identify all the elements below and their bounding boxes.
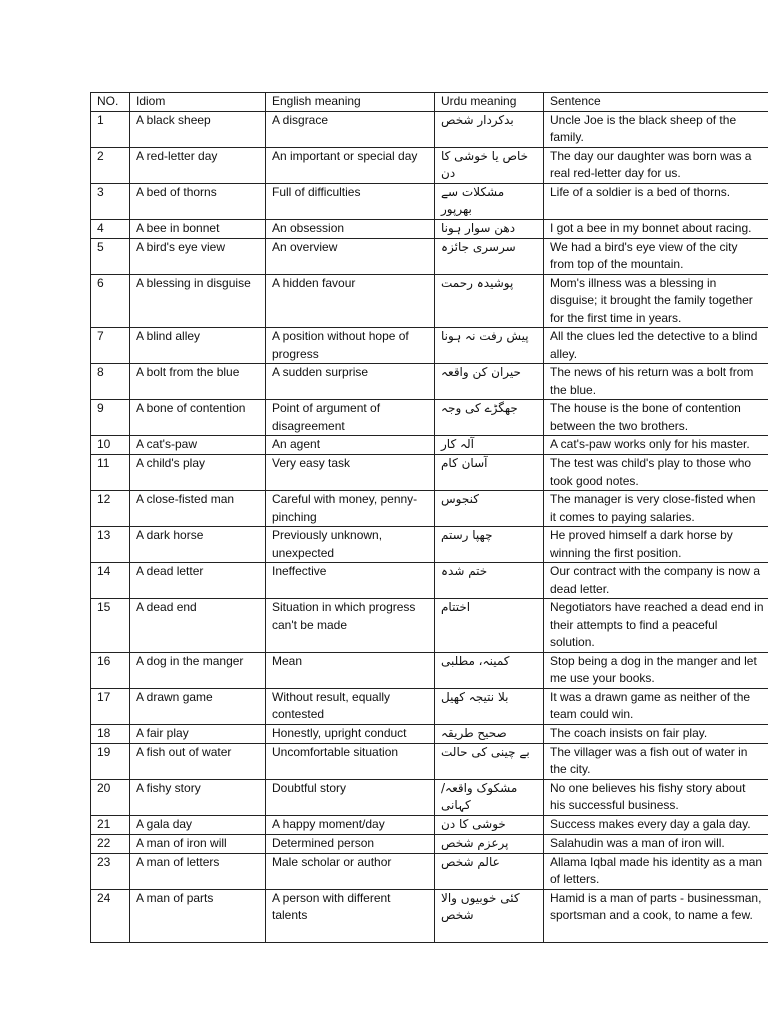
cell-urdu-meaning: دھن سوار ہونا [435,219,544,238]
cell-no: 19 [91,743,130,779]
cell-no: 20 [91,779,130,815]
cell-urdu-meaning: بدکردار شخص [435,111,544,147]
cell-sentence: The coach insists on fair play. [544,724,768,743]
cell-no: 22 [91,834,130,853]
cell-sentence: The test was child's play to those who took good notes. [544,455,768,491]
cell-idiom: A child's play [130,455,266,491]
cell-sentence: Allama Iqbal made his identity as a man of letters. [544,853,768,889]
table-row [91,853,768,889]
cell-no: 2 [91,147,130,183]
cell-english-meaning: Careful with money, penny-pinching [266,491,435,527]
cell-no: 12 [91,491,130,527]
cell-sentence: A cat's-paw works only for his master. [544,436,768,455]
cell-english-meaning: Previously unknown, unexpected [266,527,435,563]
cell-sentence: The news of his return was a bolt from the blue. [544,364,768,400]
header-no: NO. [91,93,130,112]
cell-english-meaning: Mean [266,652,435,688]
cell-no: 24 [91,889,130,942]
table-row [91,834,768,853]
cell-idiom: A dead end [130,599,266,653]
cell-english-meaning: An important or special day [266,147,435,183]
cell-sentence: Life of a soldier is a bed of thorns. [544,183,768,219]
table-row [91,815,768,834]
cell-english-meaning: A sudden surprise [266,364,435,400]
cell-idiom: A black sheep [130,111,266,147]
cell-urdu-meaning: چھپا رستم [435,527,544,563]
cell-idiom: A cat's-paw [130,436,266,455]
table-row [91,652,768,688]
cell-idiom: A fishy story [130,779,266,815]
header-urdu-meaning: Urdu meaning [435,93,544,112]
cell-urdu-meaning: پوشیدہ رحمت [435,274,544,328]
cell-no: 1 [91,111,130,147]
cell-english-meaning: A hidden favour [266,274,435,328]
cell-urdu-meaning: مشکوک واقعہ/کہانی [435,779,544,815]
table-row [91,436,768,455]
cell-urdu-meaning: ختم شدہ [435,563,544,599]
cell-no: 10 [91,436,130,455]
cell-english-meaning: A disgrace [266,111,435,147]
cell-english-meaning: Very easy task [266,455,435,491]
cell-urdu-meaning: پرعزم شخص [435,834,544,853]
cell-english-meaning: An overview [266,238,435,274]
cell-sentence: Hamid is a man of parts - businessman, sportsman and a cook, to name a few. [544,889,768,942]
table-row [91,364,768,400]
cell-urdu-meaning: حیران کن واقعہ [435,364,544,400]
cell-english-meaning: Doubtful story [266,779,435,815]
cell-no: 13 [91,527,130,563]
idioms-table [90,92,768,943]
cell-idiom: A dark horse [130,527,266,563]
cell-english-meaning: Full of difficulties [266,183,435,219]
cell-sentence: Our contract with the company is now a dead letter. [544,563,768,599]
cell-sentence: Success makes every day a gala day. [544,815,768,834]
cell-english-meaning: Situation in which progress can't be made [266,599,435,653]
table-row [91,889,768,942]
table-row [91,219,768,238]
cell-idiom: A fair play [130,724,266,743]
cell-urdu-meaning: سرسری جائزہ [435,238,544,274]
cell-no: 15 [91,599,130,653]
table-row [91,455,768,491]
cell-sentence: Uncle Joe is the black sheep of the family. [544,111,768,147]
cell-urdu-meaning: بے چینی کی حالت [435,743,544,779]
cell-sentence: All the clues led the detective to a blind alley. [544,328,768,364]
cell-sentence: Stop being a dog in the manger and let me use your books. [544,652,768,688]
table-row [91,491,768,527]
table-row [91,743,768,779]
cell-idiom: A bolt from the blue [130,364,266,400]
cell-sentence: We had a bird's eye view of the city from top of the mountain. [544,238,768,274]
cell-english-meaning: Point of argument of disagreement [266,400,435,436]
cell-urdu-meaning: کمینہ، مطلبی [435,652,544,688]
cell-english-meaning: A position without hope of progress [266,328,435,364]
cell-no: 4 [91,219,130,238]
cell-idiom: A drawn game [130,688,266,724]
cell-idiom: A red-letter day [130,147,266,183]
cell-sentence: Mom's illness was a blessing in disguise; it brought the family together for the first time in years. [544,274,768,328]
cell-urdu-meaning: صحیح طریقہ [435,724,544,743]
cell-english-meaning: Male scholar or author [266,853,435,889]
cell-idiom: A close-fisted man [130,491,266,527]
cell-idiom: A man of letters [130,853,266,889]
cell-english-meaning: Ineffective [266,563,435,599]
cell-urdu-meaning: آلہ کار [435,436,544,455]
cell-urdu-meaning: خوشی کا دن [435,815,544,834]
table-row [91,147,768,183]
table-header-row [91,93,768,112]
cell-idiom: A fish out of water [130,743,266,779]
table-row [91,563,768,599]
cell-english-meaning: An obsession [266,219,435,238]
cell-no: 7 [91,328,130,364]
cell-idiom: A blessing in disguise [130,274,266,328]
cell-idiom: A bone of contention [130,400,266,436]
table-row [91,779,768,815]
cell-urdu-meaning: پیش رفت نہ ہونا [435,328,544,364]
table-row [91,274,768,328]
cell-idiom: A gala day [130,815,266,834]
cell-idiom: A dead letter [130,563,266,599]
header-sentence: Sentence [544,93,768,112]
header-english-meaning: English meaning [266,93,435,112]
cell-sentence: No one believes his fishy story about his successful business. [544,779,768,815]
cell-idiom: A bed of thorns [130,183,266,219]
table-row [91,724,768,743]
cell-urdu-meaning: کئی خوبیوں والا شخص [435,889,544,942]
cell-idiom: A man of parts [130,889,266,942]
cell-idiom: A bee in bonnet [130,219,266,238]
cell-sentence: The day our daughter was born was a real red-letter day for us. [544,147,768,183]
cell-sentence: It was a drawn game as neither of the team could win. [544,688,768,724]
cell-urdu-meaning: خاص یا خوشی کا دن [435,147,544,183]
cell-no: 18 [91,724,130,743]
cell-no: 5 [91,238,130,274]
cell-idiom: A man of iron will [130,834,266,853]
cell-english-meaning: Determined person [266,834,435,853]
cell-english-meaning: An agent [266,436,435,455]
cell-idiom: A blind alley [130,328,266,364]
cell-no: 23 [91,853,130,889]
cell-english-meaning: A happy moment/day [266,815,435,834]
cell-sentence: The villager was a fish out of water in the city. [544,743,768,779]
cell-no: 3 [91,183,130,219]
cell-english-meaning: Uncomfortable situation [266,743,435,779]
table-row [91,183,768,219]
table-row [91,599,768,653]
cell-no: 6 [91,274,130,328]
cell-urdu-meaning: اختتام [435,599,544,653]
cell-urdu-meaning: مشکلات سے بھرپور [435,183,544,219]
cell-sentence: He proved himself a dark horse by winning the first position. [544,527,768,563]
cell-english-meaning: Without result, equally contested [266,688,435,724]
cell-urdu-meaning: بلا نتیجہ کھیل [435,688,544,724]
cell-no: 9 [91,400,130,436]
table-row [91,688,768,724]
cell-english-meaning: Honestly, upright conduct [266,724,435,743]
cell-sentence: The manager is very close-fisted when it comes to paying salaries. [544,491,768,527]
cell-no: 17 [91,688,130,724]
cell-english-meaning: A person with different talents [266,889,435,942]
cell-idiom: A dog in the manger [130,652,266,688]
cell-no: 8 [91,364,130,400]
cell-sentence: I got a bee in my bonnet about racing. [544,219,768,238]
header-idiom: Idiom [130,93,266,112]
cell-urdu-meaning: جھگڑے کی وجہ [435,400,544,436]
cell-urdu-meaning: آسان کام [435,455,544,491]
table-row [91,111,768,147]
cell-sentence: Salahudin was a man of iron will. [544,834,768,853]
cell-no: 16 [91,652,130,688]
table-row [91,238,768,274]
cell-sentence: Negotiators have reached a dead end in their attempts to find a peaceful solution. [544,599,768,653]
table-row [91,527,768,563]
cell-no: 11 [91,455,130,491]
cell-urdu-meaning: کنجوس [435,491,544,527]
table-row [91,328,768,364]
cell-urdu-meaning: عالم شخص [435,853,544,889]
cell-sentence: The house is the bone of contention between the two brothers. [544,400,768,436]
cell-idiom: A bird's eye view [130,238,266,274]
cell-no: 21 [91,815,130,834]
table-row [91,400,768,436]
cell-no: 14 [91,563,130,599]
